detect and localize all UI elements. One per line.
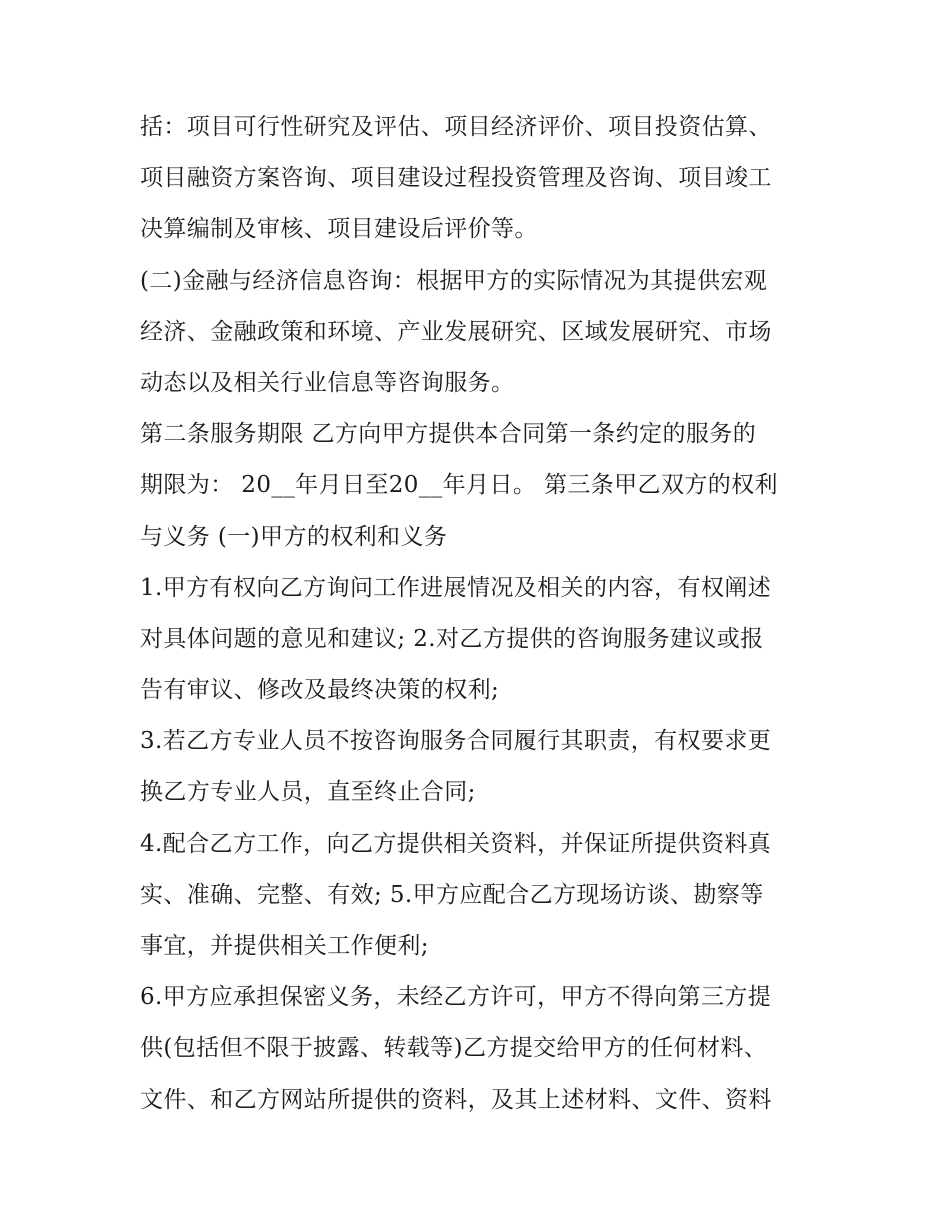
text-line: 事宜，并提供相关工作便利; xyxy=(140,933,429,959)
text-line: 对具体问题的意见和建议; 2.对乙方提供的咨询服务建议或报 xyxy=(140,625,764,652)
text-line: 6.甲方应承担保密义务，未经乙方许可，甲方不得向第三方提 xyxy=(140,984,772,1011)
text-line: 经济、金融政策和环境、产业发展研究、区域发展研究、市场 xyxy=(140,318,772,345)
text-line: 4.配合乙方工作，向乙方提供相关资料，并保证所提供资料真 xyxy=(140,830,772,857)
text-line: 期限为： 20__年月日至20__年月日。 第三条甲乙双方的权利 xyxy=(140,472,778,499)
text-line: 动态以及相关行业信息等咨询服务。 xyxy=(140,369,515,396)
text-line: 实、准确、完整、有效; 5.甲方应配合乙方现场访谈、勘察等 xyxy=(140,881,764,908)
text-line: 1.甲方有权向乙方询问工作进展情况及相关的内容，有权阐述 xyxy=(140,574,772,601)
text-line: 第二条服务期限 乙方向甲方提供本合同第一条约定的服务的 xyxy=(140,421,757,448)
text-line: 文件、和乙方网站所提供的资料，及其上述材料、文件、资料 xyxy=(140,1086,772,1113)
text-line: 换乙方专业人员，直至终止合同; xyxy=(140,779,476,806)
text-line: 告有审议、修改及最终决策的权利; xyxy=(140,677,500,704)
text-line: 项目融资方案咨询、项目建设过程投资管理及咨询、项目竣工 xyxy=(140,165,772,192)
text-line: 决算编制及审核、项目建设后评价等。 xyxy=(140,216,538,243)
text-line: 供(包括但不限于披露、转载等)乙方提交给甲方的任何材料、 xyxy=(140,1035,768,1062)
document-body xyxy=(140,102,820,1126)
text-line: 括：项目可行性研究及评估、项目经济评价、项目投资估算、 xyxy=(140,114,772,140)
text-line: 与义务 (一)甲方的权利和义务 xyxy=(140,523,448,550)
text-line: (二)金融与经济信息咨询：根据甲方的实际情况为其提供宏观 xyxy=(140,267,768,294)
text-line: 3.若乙方专业人员不按咨询服务合同履行其职责，有权要求更 xyxy=(140,728,772,755)
